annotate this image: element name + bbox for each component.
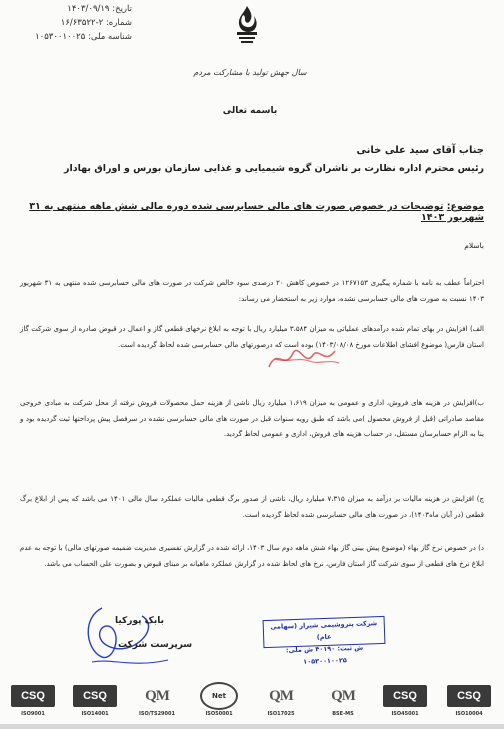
cert-item [252,683,310,717]
cert-label: ISO9001 [21,711,45,717]
cert-item [190,683,248,717]
letter-meta [12,2,132,44]
qm-logo-icon: QM [269,687,293,704]
cert-label: ISO/TS29001 [139,711,175,717]
date-row [12,2,132,16]
year-slogan: سال جهش تولید با مشارکت مردم [193,68,307,77]
greeting: باسلام [464,241,484,250]
number-row [12,16,132,30]
cert-label: ISO10004 [455,711,483,717]
subject-line [0,201,484,223]
company-stamp [263,616,386,666]
paragraph-jim: ج) افزایش در هزینه مالیات بر درآمد به میزان ۷،۳۱۵ میلیارد ریال، ناشی از صدور برگ قطعی مالیات عملکرد سال مالی ۱۴۰۱ می باشد که پس از ابلاغ برگ قطعی (در آبان ماه۱۴۰۳)، در صورت های مالی حسابرسی شده لحاظ گردیده است. [20,495,484,519]
basmala: باسمه تعالی [222,106,278,116]
date-label: تاریخ: [112,4,132,14]
subject-label: موضوع: [446,201,484,212]
stamp-line-2: ش ثبت: ۴۰۱۹۰ ش ملی: ۱۰۵۳۰۰۱۰۰۲۵ [285,643,364,666]
qm-logo-icon: QM [145,687,169,704]
cert-label: BSE-MS [332,711,354,717]
cert-label: ISO17025 [267,711,295,717]
handwritten-signature [72,598,192,678]
cert-label: ISO50001 [205,711,233,717]
cert-item [66,683,124,717]
date-value: ۱۴۰۳/۰۹/۱۹ [67,4,110,14]
paragraph-intro: احتراماً عطف به نامه با شماره پیگیری ۱۲۶۷۱۵۳ در خصوص کاهش ۲۰ درصدی سود خالص شرکت در صورت های مالی حسابرسی شده منتهی به ۳۱ شهریور ۱۴۰۳ نسبت به صورت های مالی حسابرسی نشده، موارد زیر به استحضار می رساند: [20,279,485,303]
cert-item [314,683,372,717]
certification-footer [0,683,504,729]
iqnet-logo-icon: Net [200,682,238,710]
national-id-value: ۱۰۵۳۰۰۱۰۰۲۵ [35,32,86,42]
csq-logo-icon: CSQ [11,685,55,707]
cert-item [376,683,434,717]
number-label: شماره: [105,18,132,28]
national-id-label: شناسه ملی: [88,32,132,42]
addressee-title: رئیس محترم اداره نظارت بر ناشران گروه شیمیایی و غذایی سازمان بورس و اوراق بهادار [63,163,484,174]
signatory-title: سرپرست شرکت [118,640,193,650]
subject-text: توضیحات در خصوص صورت های مالی حسابرسی شده دوره مالی شش ماهه منتهی به ۳۱ شهریور ۱۴۰۳ [29,201,484,223]
paragraph-alef: الف) افزایش در بهای تمام شده درآمدهای عملیاتی به میزان ۳،۵۸۴ میلیارد ریال با توجه به ابلاغ نرخهای قطعی گاز و اعمال در قبوض صادره از سوی شرکت گاز استان فارس( موضوع افشای اطلاعات مورخ ۱۴۰۳/۰۸/۰۸) بوده است که درصورتهای مالی حسابرسی شده لحاظ گردیده است. [20,325,484,349]
paragraph-be: ب)افزایش در هزینه های فروش، اداری و عمومی به میزان ۱،۶۱۹ میلیارد ریال ناشی از هزینه حمل محصولات فروش نرفته از محل شرکت به مبادی خروجی مقاصد صادراتی (قبل از فروش محصول )می باشد که طبق رویه سنوات قبل در صورت های مالی حسابرسی نشده در سرفصل پیش پرداختها ثبت گردیده بود و بنا به الزام حسابرسان مستقل، در حساب هزینه های فروش، اداری و عمومی لحاظ گردید. [20,399,484,438]
paragraph-dal: د) در خصوص نرخ گاز بهاء (موضوع پیش بینی گاز بهاء شش ماهه دوم سال ۱۴۰۳، ارائه شده در گزارش تفسیری مدیریت ضمیمه صورتهای مالی) با توجه به عدم ابلاغ نرخ های قطعی از سوی شرکت گاز استان فارس، نرخ های لحاظ شده در گزارش عملکرد ماهیانه بر مبنای قبوض و بصورت علی الحساب می باشد. [20,544,484,568]
red-watermark-scribble [265,337,345,377]
addressee-name: جناب آقای سید علی خانی [356,145,484,156]
csq-logo-icon: CSQ [383,685,427,707]
national-id-row [12,30,132,44]
csq-logo-icon: CSQ [73,685,117,707]
cert-item [4,683,62,717]
cert-item [440,683,498,717]
csq-logo-icon: CSQ [447,685,491,707]
company-logo [233,4,261,44]
cert-item [128,683,186,717]
footer-strip [0,724,504,729]
cert-label: ISO45001 [391,711,419,717]
signatory-name: بابک پورکیا [115,616,164,626]
qm-logo-icon: QM [331,687,355,704]
number-value: ۲-۱۶/۶۳۵۲۲ [60,18,104,28]
stamp-line-1: شرکت پتروشیمی شیراز (سهامی عام) [270,619,378,642]
cert-label: ISO14001 [81,711,109,717]
